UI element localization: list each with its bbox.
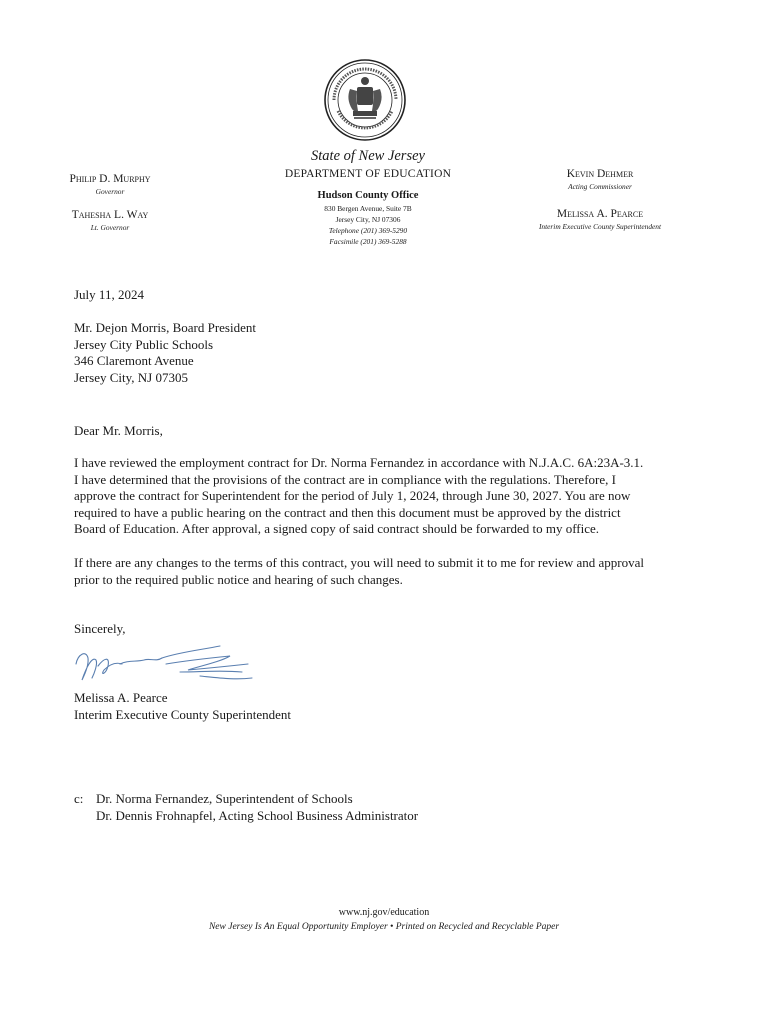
official-title: Governor (95, 187, 125, 196)
official-name: Tahesha L. Way (71, 209, 149, 221)
official-commissioner (500, 167, 700, 192)
body-line: required to have a public hearing on the contract and then this document must be approved by the district (74, 504, 621, 520)
body-paragraph-1 (74, 455, 724, 538)
telephone: Telephone (201) 369-5290 (328, 226, 408, 235)
cc-recipient: Dr. Norma Fernandez, Superintendent of Schools (96, 791, 353, 806)
official-governor (40, 172, 180, 197)
signer-block (74, 690, 291, 723)
official-county-superintendent (500, 207, 700, 232)
signer-title: Interim Executive County Superintendent (74, 706, 291, 722)
cc-recipient: Dr. Dennis Frohnapfel, Acting School Business Administrator (96, 808, 419, 823)
body-line: If there are any changes to the terms of this contract, you will need to submit it to me for review and approval (74, 555, 645, 570)
department-name: DEPARTMENT OF EDUCATION (284, 168, 452, 180)
address-line: 830 Bergen Avenue, Suite 7B (324, 204, 412, 213)
official-title: Acting Commissioner (568, 182, 632, 191)
letter-date: July 11, 2024 (74, 287, 144, 302)
handwritten-signature (70, 636, 260, 692)
facsimile: Facsimile (201) 369-5288 (329, 237, 407, 246)
signer-name: Melissa A. Pearce (74, 690, 168, 705)
office-name: Hudson County Office (317, 190, 419, 201)
salutation: Dear Mr. Morris, (74, 423, 163, 438)
address-line: Jersey City, NJ 07306 (335, 215, 401, 224)
body-line: I have determined that the provisions of the contract are in compliance with the regulations. Therefore, I (74, 471, 616, 487)
recipient-address (74, 320, 256, 386)
official-title: Lt. Governor (90, 223, 130, 232)
footer-url: www.nj.gov/education (338, 907, 430, 918)
official-name: Melissa A. Pearce (556, 208, 644, 220)
recipient-line: Jersey City, NJ 07305 (74, 369, 188, 385)
official-title: Interim Executive County Superintendent (538, 222, 662, 231)
state-seal-icon (324, 59, 406, 141)
official-lt-governor (40, 208, 180, 233)
closing: Sincerely, (74, 621, 126, 636)
body-line: I have reviewed the employment contract for Dr. Norma Fernandez in accordance with N.J.A.C. 6A:23A-3.1. (74, 455, 644, 470)
body-line: Board of Education. After approval, a signed copy of said contract should be forwarded to my office. (74, 521, 600, 537)
state-name: State of New Jersey (311, 148, 425, 164)
recipient-line: 346 Claremont Avenue (74, 353, 194, 369)
recipient-line: Mr. Dejon Morris, Board President (74, 320, 256, 335)
official-name: Kevin Dehmer (566, 168, 634, 180)
letterhead-office (218, 148, 518, 247)
official-name: Philip D. Murphy (69, 173, 151, 185)
cc-label: c: (74, 791, 84, 806)
cc-block (74, 790, 418, 824)
body-line: prior to the required public notice and hearing of such changes. (74, 571, 403, 587)
body-line: approve the contract for Superintendent for the period of July 1, 2024, through June 30, 2027. You are now (74, 488, 631, 504)
recipient-line: Jersey City Public Schools (74, 336, 214, 352)
body-paragraph-2 (74, 555, 724, 588)
footer-notice: New Jersey Is An Equal Opportunity Employer • Printed on Recycled and Recyclable Paper (208, 922, 560, 932)
footer (0, 906, 768, 934)
